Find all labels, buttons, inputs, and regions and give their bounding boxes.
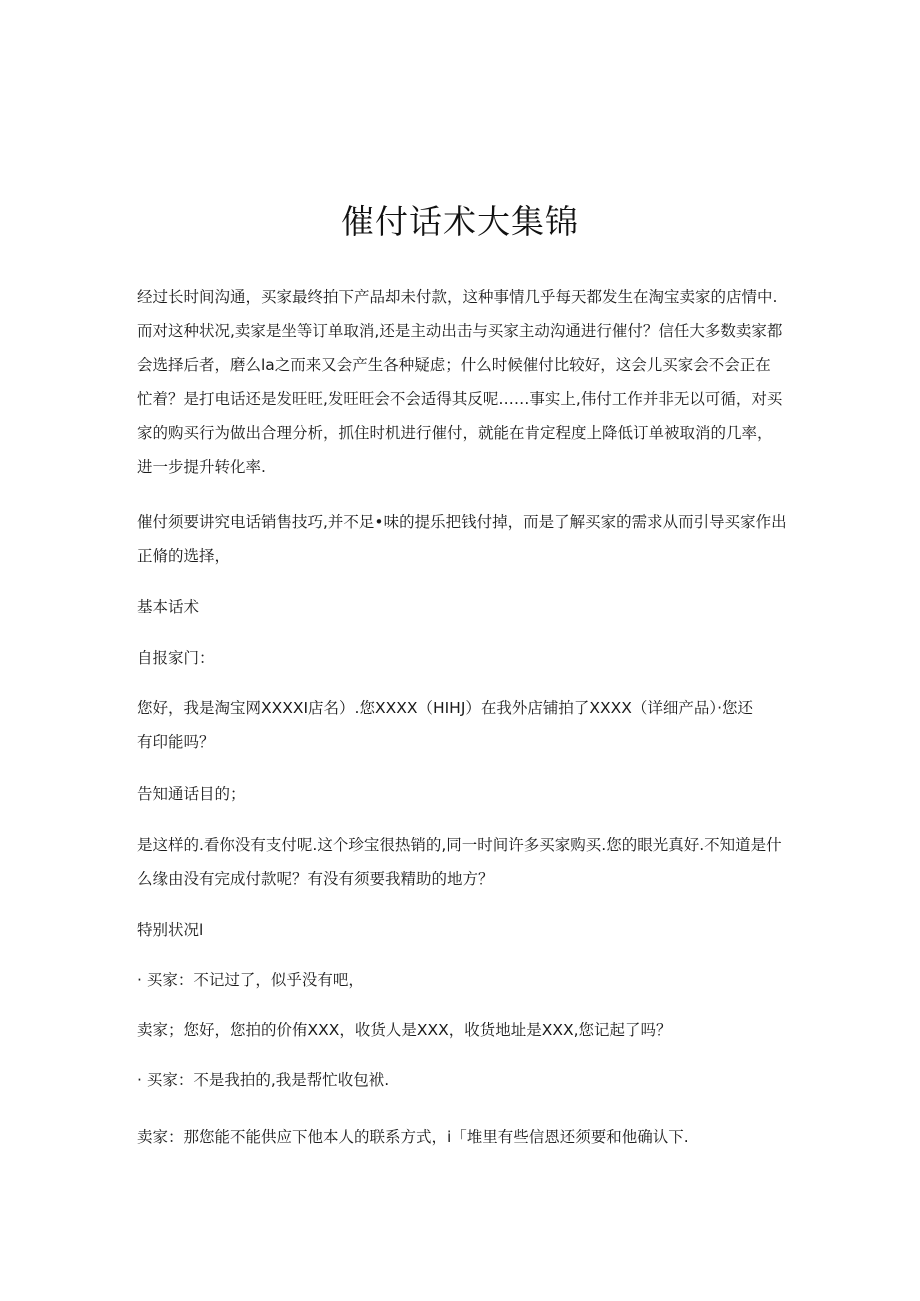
intro-line: 而对这种状况,卖家是坐等订单取消,还是主动出击与买家主动沟通进行催付？信任大多数卖家都 — [137, 322, 783, 340]
skill-line: 正脩的选择， — [137, 547, 231, 565]
self-intro-line: 您好，我是淘宝网XXXXI店名）.您XXXX（HIHJ）在我外店铺拍了XXXX（详细产品）·您还 — [137, 699, 754, 717]
purpose-line: 么缘由没有完成付款呢？有没有须要我精助的地方？ — [137, 870, 494, 888]
intro-line: 进一步提升转化率. — [137, 458, 266, 476]
purpose-line: 是这样的.看你没有支付呢.这个珍宝很热销的,同一时间许多买家购买.您的眼光真好.不知道是什 — [137, 836, 782, 854]
self-intro-line: 有印能吗？ — [137, 733, 215, 751]
basic-heading: 基本话术 — [137, 598, 200, 616]
dialog-line: · 买家：不记过了，似乎没有吧， — [137, 971, 364, 989]
self-intro-heading: 自报家门： — [137, 649, 215, 667]
intro-line: 会选择后者，磨么la之而来又会产生各种疑虑；什么时候催付比较好，这会儿买家会不会正在 — [137, 356, 771, 374]
purpose-heading: 告知通话目的； — [137, 785, 246, 803]
dialog-line: · 买家：不是我拍的,我是帮忙收包袱. — [137, 1071, 390, 1089]
intro-line: 家的购买行为做出合理分析，抓住时机进行催付，就能在肯定程度上降低订单被取消的几率， — [137, 424, 773, 442]
purpose-paragraph — [137, 828, 787, 896]
self-intro-paragraph — [137, 691, 787, 759]
intro-line: 忙着？是打电话还是发旺旺,发旺旺会不会适得其反呢……事实上,伟付工作并非无以可循，对买 — [137, 390, 783, 408]
skill-line: 催付须要讲究电话销售技巧,并不足•味的提乐把钱付掉，而是了解买家的需求从而引导买家作出 — [137, 513, 787, 531]
intro-line: 经过长时间沟通，买家最终拍下产品却未付款，这种事情几乎每天都发生在淘宝卖家的店情中. — [137, 288, 778, 306]
skill-paragraph — [137, 505, 787, 573]
special-heading: 特别状况l — [137, 921, 204, 939]
intro-paragraph — [137, 280, 787, 484]
document-title: 催付话术大集锦 — [341, 202, 579, 241]
dialog-line: 卖家：那您能不能供应下他本人的联系方式，i「堆里有些信恩还须要和他确认下. — [137, 1128, 689, 1146]
dialog-line: 卖家；您好，您拍的价侑XXX，收货人是XXX，收货地址是XXX,您记起了吗？ — [137, 1021, 672, 1039]
